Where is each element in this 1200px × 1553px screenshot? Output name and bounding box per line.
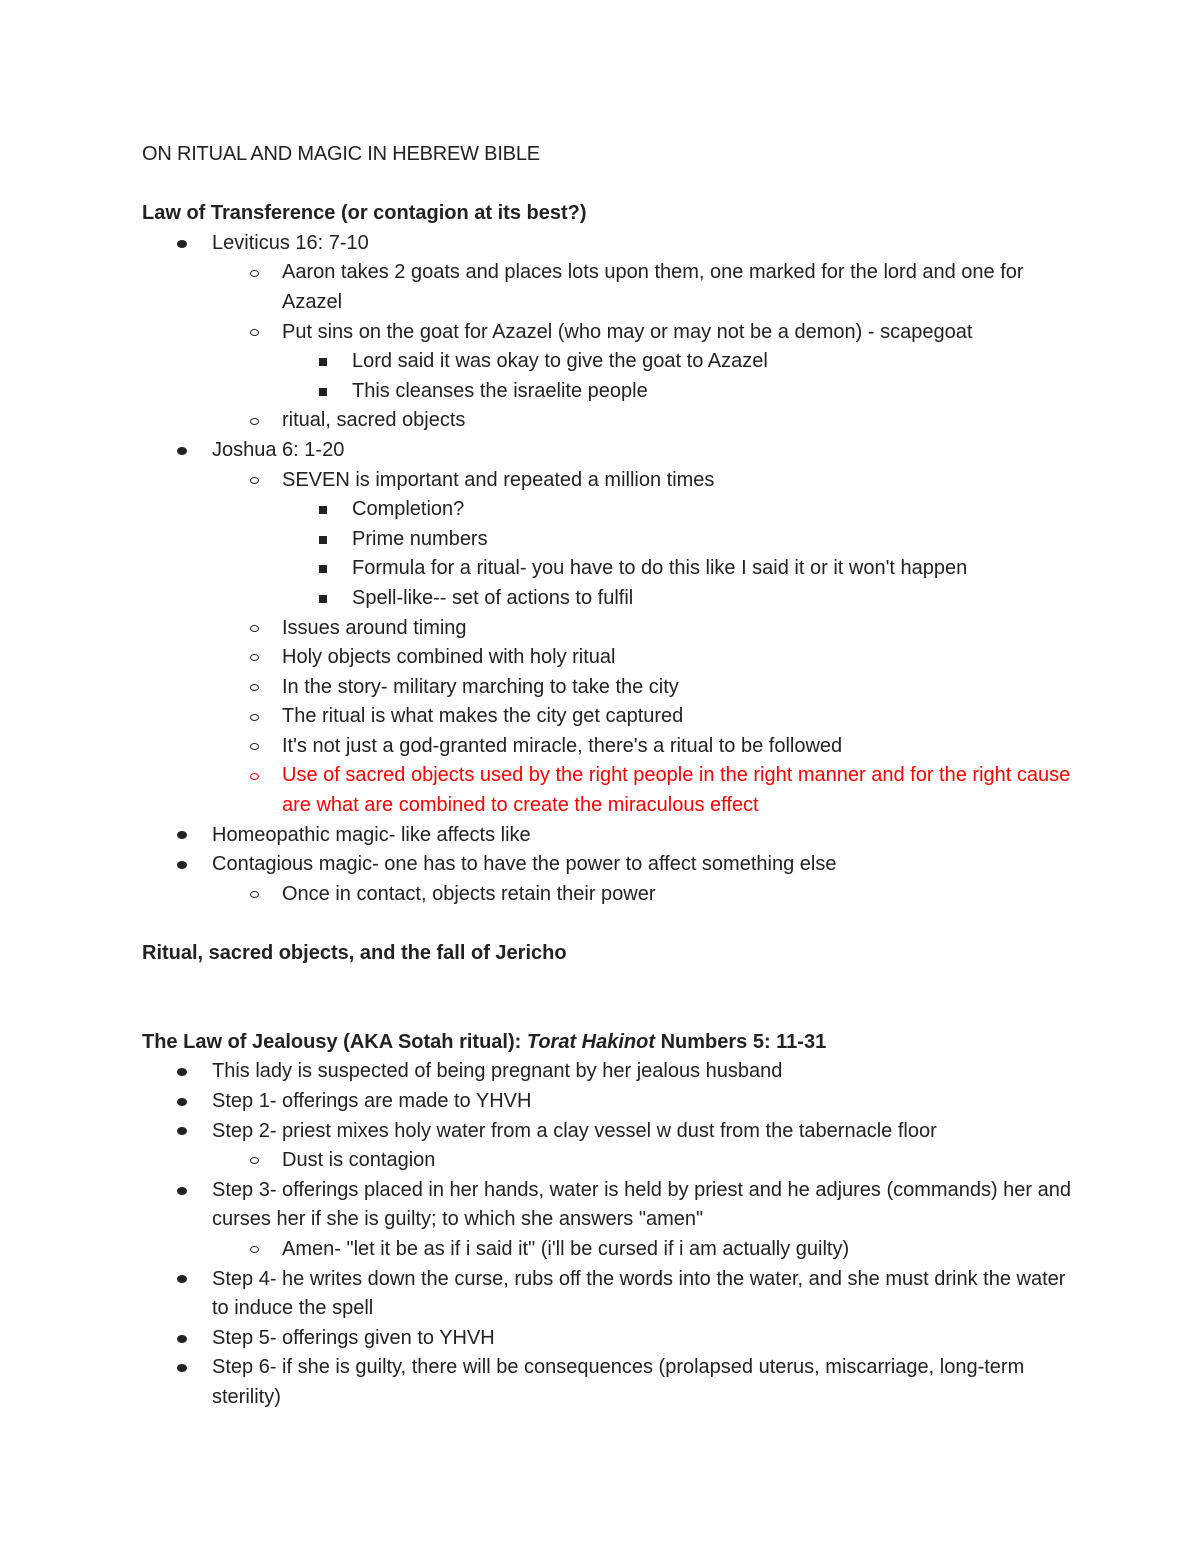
list-item — [142, 1087, 1072, 1117]
square-bullet-icon — [316, 495, 330, 525]
list-item — [142, 584, 1072, 614]
list-item-text: Step 6- if she is guilty, there will be consequences (prolapsed uterus, miscarriage, long-term sterility) — [212, 1356, 1025, 1408]
list-item — [142, 1176, 1072, 1235]
document-body — [142, 140, 1072, 1413]
transference-list — [142, 229, 1072, 910]
list-item-text: Lord said it was okay to give the goat to Azazel — [352, 350, 768, 373]
list-item-text: Issues around timing — [282, 616, 467, 639]
list-item-text: ritual, sacred objects — [282, 409, 466, 432]
blank-line — [142, 909, 1072, 939]
circle-bullet-icon — [247, 702, 261, 732]
list-item — [142, 1146, 1072, 1176]
list-item — [142, 436, 1072, 466]
dot-bullet-icon — [175, 1324, 189, 1354]
square-bullet-icon — [316, 554, 330, 584]
circle-bullet-icon — [247, 880, 261, 910]
document-title: ON RITUAL AND MAGIC IN HEBREW BIBLE — [142, 143, 540, 165]
dot-bullet-icon — [175, 1353, 189, 1383]
list-item-text: Homeopathic magic- like affects like — [212, 823, 531, 846]
list-item — [142, 643, 1072, 673]
list-item — [142, 673, 1072, 703]
list-item-text: Amen- "let it be as if i said it" (i'll be cursed if i am actually guilty) — [282, 1237, 850, 1260]
list-item-text: The ritual is what makes the city get captured — [282, 705, 684, 728]
blank-line — [142, 170, 1072, 200]
circle-bullet-icon — [247, 466, 261, 496]
circle-bullet-icon — [247, 318, 261, 348]
list-item-text: Joshua 6: 1-20 — [212, 438, 345, 461]
list-item-text: Step 5- offerings given to YHVH — [212, 1326, 495, 1349]
list-item — [142, 318, 1072, 348]
list-item-text: Step 3- offerings placed in her hands, water is held by priest and he adjures (commands) her and curses her if she is guilty; to which she answers "amen" — [212, 1178, 1072, 1231]
list-item — [142, 1353, 1072, 1412]
list-item-text: Formula for a ritual- you have to do this like I said it or it won't happen — [352, 557, 968, 580]
section-heading-jealousy — [142, 1028, 1072, 1058]
list-item-text: Dust is contagion — [282, 1149, 436, 1172]
list-item — [142, 1117, 1072, 1147]
square-bullet-icon — [316, 525, 330, 555]
dot-bullet-icon — [175, 1057, 189, 1087]
circle-bullet-icon — [247, 673, 261, 703]
blank-lines — [142, 969, 1072, 1028]
list-item — [142, 1265, 1072, 1324]
list-item — [142, 554, 1072, 584]
dot-bullet-icon — [175, 1087, 189, 1117]
list-item — [142, 347, 1072, 377]
circle-bullet-icon — [247, 614, 261, 644]
circle-bullet-icon — [247, 643, 261, 673]
list-item-text: Contagious magic- one has to have the power to affect something else — [212, 853, 837, 876]
heading-suffix: Numbers 5: 11-31 — [655, 1030, 827, 1053]
circle-bullet-icon — [247, 761, 261, 791]
list-item — [142, 1235, 1072, 1265]
jealousy-list — [142, 1057, 1072, 1412]
circle-bullet-icon — [247, 1146, 261, 1176]
section-heading-transference: Law of Transference (or contagion at its best?) — [142, 202, 587, 225]
list-item — [142, 229, 1072, 259]
heading-prefix: The Law of Jealousy (AKA Sotah ritual): — [142, 1030, 527, 1053]
heading-italic-title: Torat Hakinot — [526, 1030, 656, 1053]
list-item-text: It's not just a god-granted miracle, there's a ritual to be followed — [282, 734, 843, 757]
list-item-highlighted — [142, 761, 1072, 820]
list-item-text: This cleanses the israelite people — [352, 379, 648, 402]
list-item — [142, 1324, 1072, 1354]
list-item — [142, 466, 1072, 496]
list-item-text: Aaron takes 2 goats and places lots upon them, one marked for the lord and one for Azazel — [282, 261, 1024, 313]
list-item — [142, 525, 1072, 555]
list-item-text: Step 4- he writes down the curse, rubs off the words into the water, and she must drink the water to induce the spell — [212, 1267, 1066, 1320]
list-item-text: SEVEN is important and repeated a million times — [282, 468, 715, 491]
dot-bullet-icon — [175, 436, 189, 466]
square-bullet-icon — [316, 377, 330, 407]
dot-bullet-icon — [175, 850, 189, 880]
list-item-text: This lady is suspected of being pregnant by her jealous husband — [212, 1060, 783, 1083]
dot-bullet-icon — [175, 1265, 189, 1295]
circle-bullet-icon — [247, 258, 261, 288]
list-item-text: Spell-like-- set of actions to fulfil — [352, 586, 634, 609]
dot-bullet-icon — [175, 1176, 189, 1206]
list-item — [142, 821, 1072, 851]
circle-bullet-icon — [247, 1235, 261, 1265]
list-item — [142, 1057, 1072, 1087]
list-item — [142, 377, 1072, 407]
list-item — [142, 614, 1072, 644]
dot-bullet-icon — [175, 821, 189, 851]
list-item-text: Completion? — [352, 498, 465, 521]
list-item — [142, 406, 1072, 436]
list-item — [142, 850, 1072, 880]
list-item-text: Prime numbers — [352, 527, 488, 550]
list-item-text: Holy objects combined with holy ritual — [282, 646, 616, 669]
list-item-text: In the story- military marching to take the city — [282, 675, 679, 698]
circle-bullet-icon — [247, 406, 261, 436]
list-item-text: Step 1- offerings are made to YHVH — [212, 1090, 532, 1112]
list-item — [142, 732, 1072, 762]
list-item-text: Once in contact, objects retain their power — [282, 882, 656, 905]
list-item-text: Put sins on the goat for Azazel (who may or may not be a demon) - scapegoat — [282, 320, 973, 343]
list-item — [142, 702, 1072, 732]
square-bullet-icon — [316, 584, 330, 614]
list-item-text: Step 2- priest mixes holy water from a clay vessel w dust from the tabernacle floor — [212, 1119, 937, 1142]
list-item-text: Leviticus 16: 7-10 — [212, 231, 369, 254]
section-heading-jericho: Ritual, sacred objects, and the fall of Jericho — [142, 942, 567, 965]
list-item — [142, 495, 1072, 525]
circle-bullet-icon — [247, 732, 261, 762]
square-bullet-icon — [316, 347, 330, 377]
list-item-text: Use of sacred objects used by the right people in the right manner and for the right cause are what are combined to create the miraculous effect — [282, 764, 1071, 817]
dot-bullet-icon — [175, 1117, 189, 1147]
list-item — [142, 258, 1072, 317]
dot-bullet-icon — [175, 229, 189, 259]
list-item — [142, 880, 1072, 910]
